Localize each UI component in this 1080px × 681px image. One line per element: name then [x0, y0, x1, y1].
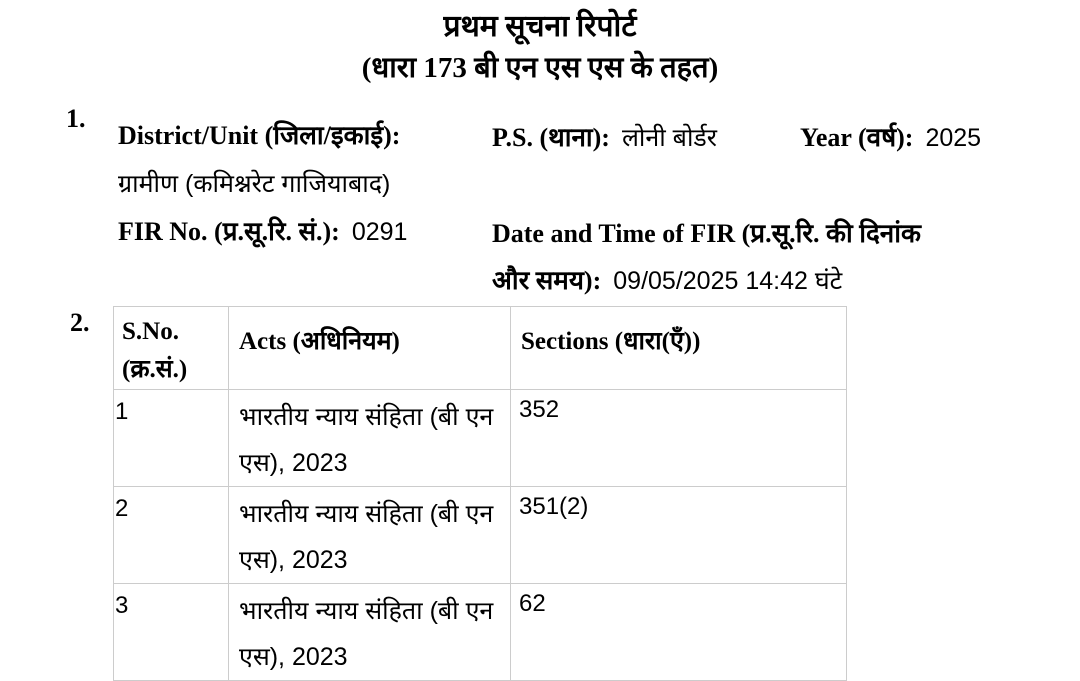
fir-number-value: 0291 [351, 218, 408, 246]
table-row [114, 487, 847, 584]
header-sections: Sections (धारा(एँ)) [511, 307, 847, 390]
year-label: Year (वर्ष): [800, 123, 914, 152]
row-act: भारतीय न्याय संहिता (बी एन एस), 2023 [229, 390, 511, 487]
header-sno: S.No. (क्र.सं.) [114, 307, 229, 390]
row-section: 62 [511, 584, 847, 681]
fir-datetime-field [492, 212, 958, 306]
year-value: 2025 [925, 124, 982, 152]
row-sno: 3 [114, 584, 229, 681]
district-unit-value: ग्रामीण (कमिश्नरेट गाजियाबाद) [118, 170, 391, 198]
row-sno: 1 [114, 390, 229, 487]
row-act: भारतीय न्याय संहिता (बी एन एस), 2023 [229, 487, 511, 584]
district-unit-label: District/Unit (जिला/इकाई): [118, 121, 401, 150]
section2-number: 2. [70, 308, 90, 337]
table-header-row [114, 307, 847, 390]
row-sno: 2 [114, 487, 229, 584]
row-section: 351(2) [511, 487, 847, 584]
year-field [800, 118, 981, 154]
police-station-label: P.S. (थाना): [492, 123, 610, 152]
acts-sections-table [113, 306, 847, 681]
table-row [114, 584, 847, 681]
fir-number-field [118, 212, 407, 248]
table-row [114, 390, 847, 487]
section1-number: 1. [66, 104, 86, 133]
page-title: प्रथम सूचना रिपोर्ट [443, 10, 637, 43]
row-section: 352 [511, 390, 847, 487]
fir-datetime-label: Date and Time of FIR (प्र.सू.रि. की दिनांक और समय): [492, 219, 921, 295]
row-act: भारतीय न्याय संहिता (बी एन एस), 2023 [229, 584, 511, 681]
header-acts: Acts (अधिनियम) [229, 307, 511, 390]
fir-datetime-value: 09/05/2025 14:42 घंटे [613, 267, 843, 295]
police-station-value: लोनी बोर्डर [621, 124, 718, 152]
fir-number-label: FIR No. (प्र.सू.रि. सं.): [118, 217, 340, 246]
district-unit-field [118, 114, 490, 206]
page-subtitle: (धारा 173 बी एन एस एस के तहत) [361, 52, 719, 84]
police-station-field [492, 118, 717, 154]
